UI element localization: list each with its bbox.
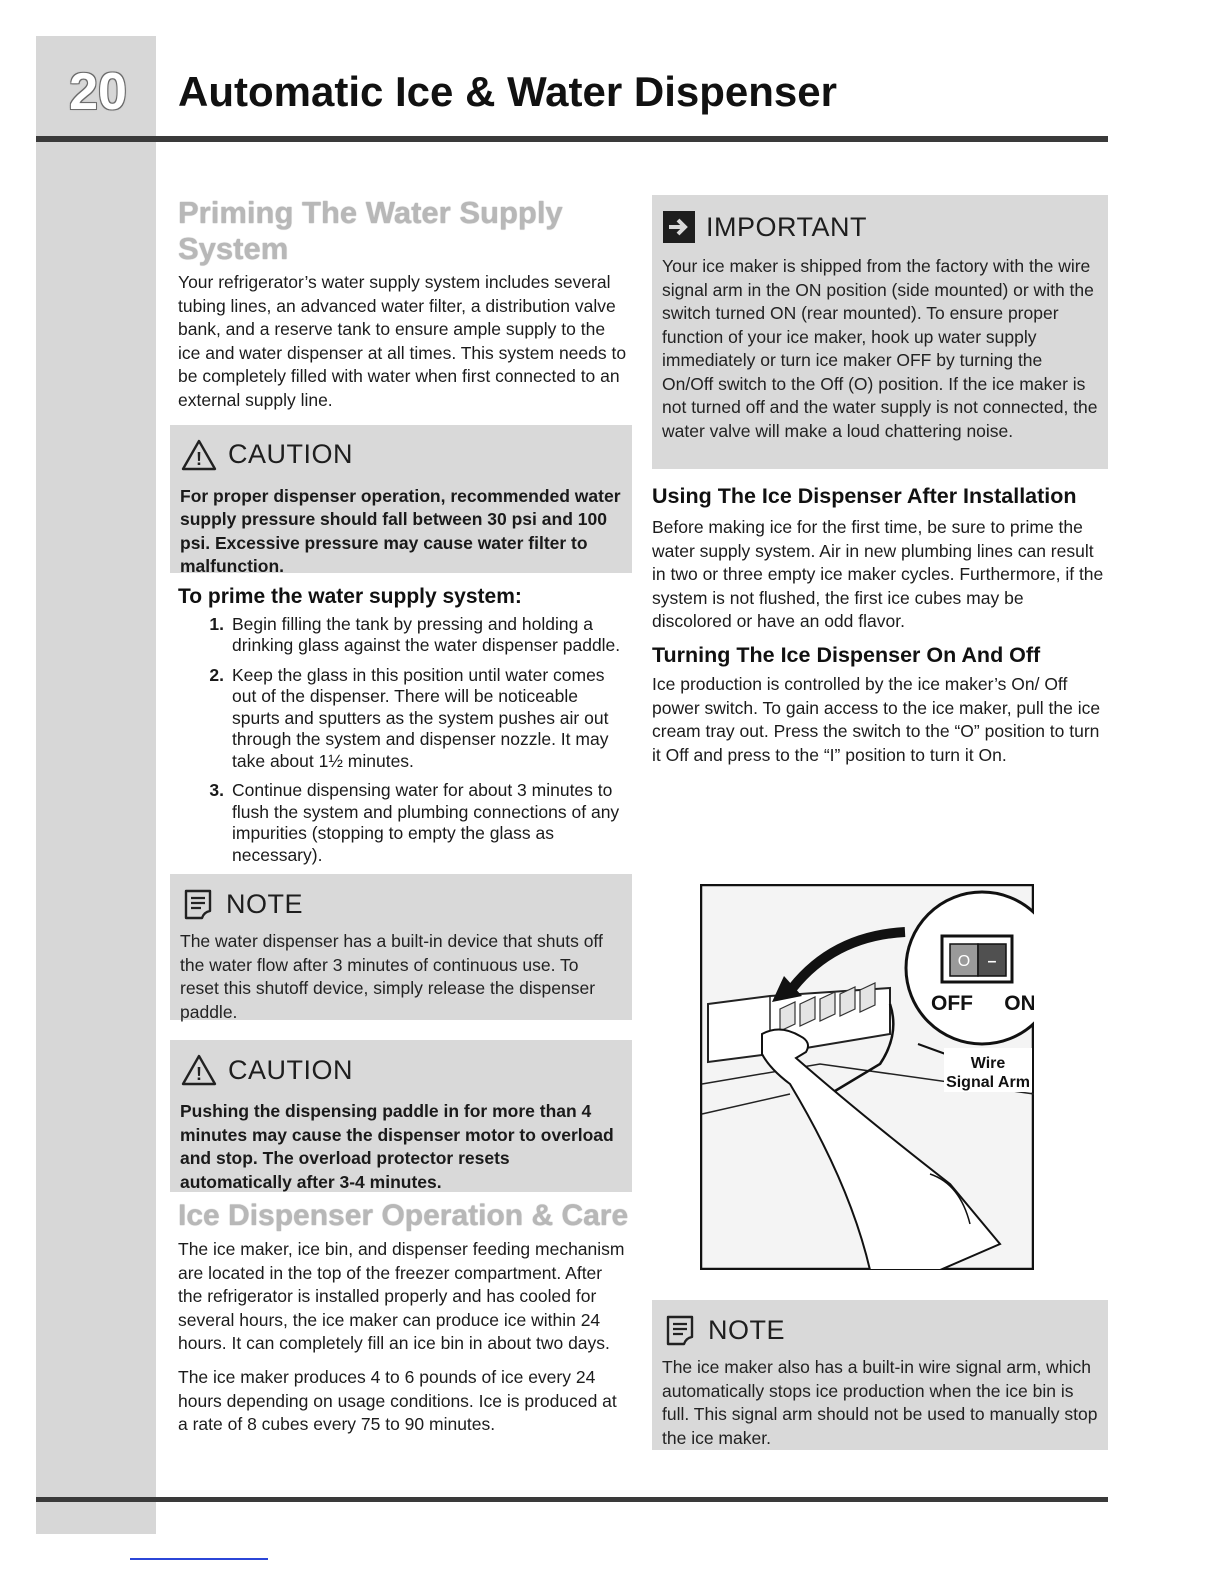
caution-label: CAUTION	[228, 1054, 353, 1085]
caution-label: CAUTION	[228, 439, 353, 470]
prime-steps-heading: To prime the water supply system:	[178, 584, 522, 608]
note-header	[180, 882, 622, 926]
note-header	[662, 1308, 1098, 1352]
note-label: NOTE	[708, 1314, 786, 1345]
important-box	[652, 195, 1108, 469]
priming-title	[178, 195, 630, 267]
note-label: NOTE	[226, 888, 304, 919]
caution-box-pressure	[170, 425, 632, 577]
step-text: Begin filling the tank by pressing and holding a drinking glass against the water dispenser paddle.	[232, 613, 621, 656]
arrow-right-icon	[662, 210, 696, 244]
step-number: 2.	[209, 664, 224, 685]
step-number: 3.	[209, 780, 224, 801]
footer-link-underline	[130, 1558, 268, 1560]
step-number: 1.	[209, 613, 224, 634]
turning-on-off-heading: Turning The Ice Dispenser On And Off	[652, 642, 1041, 667]
note-icon	[662, 1313, 698, 1347]
left-column	[178, 195, 630, 1437]
ice-operation-para1: The ice maker, ice bin, and dispenser feeding mechanism are located in the top of the freezer compartment. After the refrigerator is installed properly and has cooled for several hours, the ice maker can produce ice within 24 hours. It can completely fill an ice bin in about two days.	[178, 1239, 625, 1354]
right-column	[652, 195, 1108, 767]
important-label: IMPORTANT	[706, 211, 868, 242]
list-item	[178, 665, 630, 773]
off-label: OFF	[931, 992, 973, 1015]
ice-maker-switch-diagram	[700, 884, 1034, 1270]
step-text: Continue dispensing water for about 3 minutes to flush the system and plumbing connections of any impurities (stopping to empty the glass as necessary).	[232, 780, 620, 865]
note-box-signal-arm	[652, 1300, 1108, 1450]
caution-header	[180, 433, 622, 477]
page-number: 20	[69, 63, 127, 121]
using-after-install-text: Before making ice for the first time, be sure to prime the water supply system. Air in new plumbing lines can result in two or three empty ice maker cycles. Furthermore, if the system is not flushed, the first ice cubes may be discolored or have an odd flavor.	[652, 517, 1104, 632]
caution-header	[180, 1048, 622, 1092]
priming-title-line1: Priming The Water Supply	[178, 195, 563, 230]
warning-triangle-icon	[180, 438, 218, 472]
important-text: Your ice maker is shipped from the factory with the wire signal arm in the ON position (side mounted) or with the switch turned ON (rear mounted). To ensure proper function of your ice maker, hook up water supply immediately or turn ice maker OFF by turning the On/Off switch to the Off (O) position. If the ice maker is not turned off and the water supply is not connected, the water valve will make a loud chattering noise.	[662, 256, 1098, 441]
caution-text: Pushing the dispensing paddle in for more than 4 minutes may cause the dispenser motor to overload and stop. The overload protector resets automatically after 3-4 minutes.	[180, 1101, 614, 1192]
caution-text: For proper dispenser operation, recommended water supply pressure should fall between 30 psi and 100 psi. Excessive pressure may cause water filter to malfunction.	[180, 485, 621, 577]
ice-operation-title: Ice Dispenser Operation & Care	[178, 1199, 629, 1233]
ice-operation-para2: The ice maker produces 4 to 6 pounds of ice every 24 hours depending on usage conditions. Ice is produced at a rate of 8 cubes every 75 to 90 minutes.	[178, 1367, 617, 1435]
note-text: The ice maker also has a built-in wire signal arm, which automatically stops ice production when the ice bin is full. This signal arm should not be used to manually stop the ice maker.	[662, 1357, 1098, 1448]
top-rule	[36, 136, 1108, 142]
list-item	[178, 780, 630, 866]
svg-text:!: !	[196, 1064, 202, 1085]
note-icon	[180, 887, 216, 921]
note-box-shutoff	[170, 874, 632, 1020]
turning-on-off-text: Ice production is controlled by the ice maker’s On/ Off power switch. To gain access to the ice maker, pull the ice cream tray out. Press the switch to the “O” position to turn it Off and press to the “I” position to turn it On.	[652, 673, 1101, 765]
step-text: Keep the glass in this position until water comes out of the dispenser. There will be noticeable spurts and sputters as the system pushes air out through the system and dispenser nozzle. It may take about 1½ minutes.	[232, 664, 609, 771]
switch-on-glyph: –	[987, 953, 997, 970]
prime-steps-list	[178, 614, 630, 867]
signal-arm-label: Signal Arm	[946, 1074, 1030, 1091]
priming-title-line2: System	[178, 231, 289, 266]
page-sidebar-band	[36, 36, 156, 1534]
svg-text:!: !	[196, 448, 202, 469]
important-header	[662, 205, 1098, 249]
wire-label: Wire	[970, 1055, 1006, 1072]
bottom-rule	[36, 1497, 1108, 1502]
using-after-install-heading: Using The Ice Dispenser After Installation	[652, 484, 1077, 508]
note-text: The water dispenser has a built-in device that shuts off the water flow after 3 minutes of continuous use. To reset this shutoff device, simply release the dispenser paddle.	[180, 931, 603, 1022]
ice-maker-illustration	[700, 884, 1034, 1270]
caution-box-overload	[170, 1040, 632, 1192]
page-title: Automatic Ice & Water Dispenser	[178, 68, 837, 115]
on-label: ON	[1004, 992, 1034, 1015]
priming-body: Your refrigerator’s water supply system includes several tubing lines, an advanced water filter, a distribution valve bank, and a reserve tank to ensure ample supply to the ice and water dispenser at all times. This system needs to be completely filled with water when first connected to an external supply line.	[178, 272, 627, 410]
list-item	[178, 614, 630, 657]
switch-off-glyph: O	[957, 953, 971, 970]
warning-triangle-icon	[180, 1053, 218, 1087]
